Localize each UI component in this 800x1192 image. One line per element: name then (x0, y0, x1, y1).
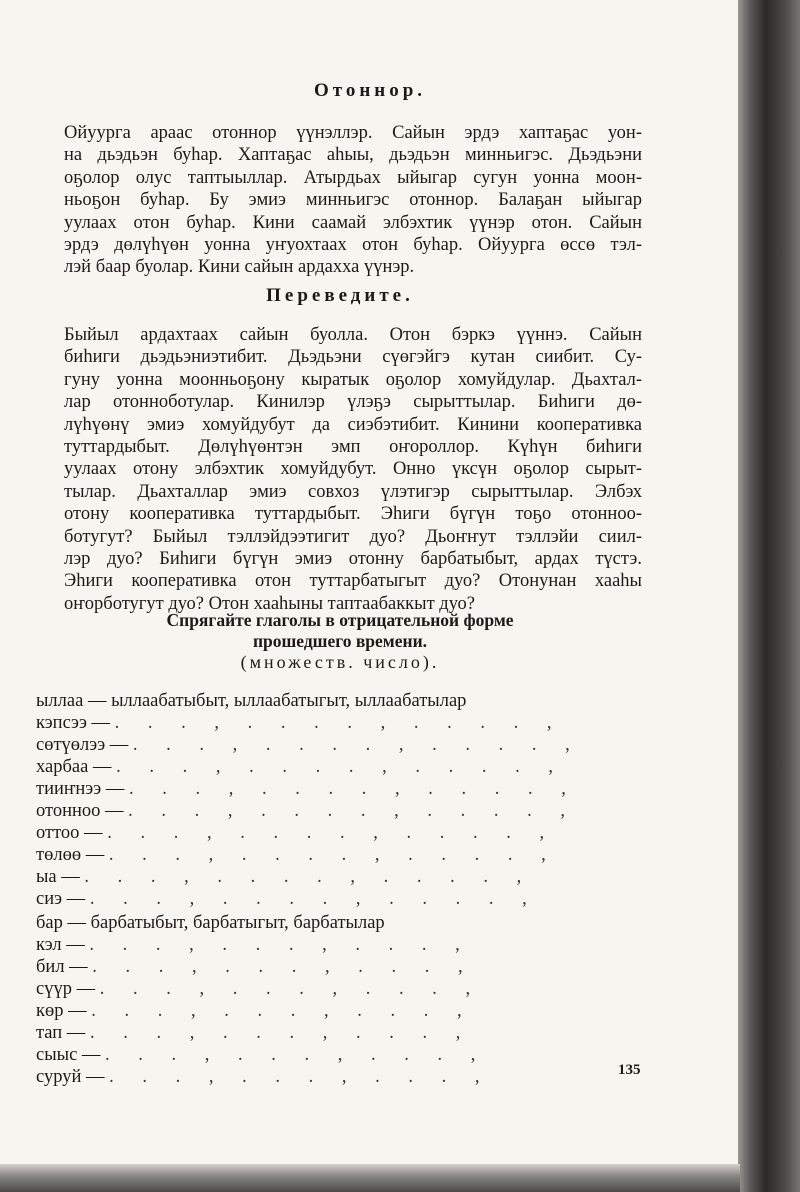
text-line: лар отонноботулар. Кинилэр үлэҕэ сырыттылар. Биһиги дө- (64, 392, 642, 413)
text-line: отону кооперативка туттардыбыт. Эһиги бүгүн тоҕо отонноо- (64, 504, 642, 525)
fill-in-dots: . . . , . . . . , . . . . , (89, 889, 539, 909)
text-line: туттардыбыт. Дөлүһүөнтэн эмп оҥороллор. Күһүн биһиги (64, 437, 642, 458)
conjugation-row (36, 956, 596, 978)
conjugation-row (36, 978, 596, 1000)
text-line: уулаах отону элбэхтик хомуйдубут. Онно үксүн оҕолор сырыт- (64, 459, 642, 480)
conjugation-row (36, 1022, 596, 1044)
verb: оттоо — (36, 823, 103, 843)
section-title-otonnor: Отоннор. (313, 80, 427, 101)
fill-in-dots: . . . , . . . , . . . , (89, 935, 472, 955)
conjugation-row (36, 844, 596, 866)
conjugation-row (36, 822, 596, 844)
bottom-edge-shadow (0, 1164, 740, 1192)
conjugation-row (36, 778, 596, 800)
text-line: ньоҕон буһар. Бу эмиэ минньигэс отоннор. Балаҕан ыйыгар (64, 190, 642, 211)
conjugation-row (36, 1044, 596, 1066)
verb: төлөө — (36, 845, 105, 865)
conjugation-row (36, 934, 596, 956)
conjugation-row (36, 1066, 596, 1088)
verb: сүүр — (36, 979, 96, 999)
conjugation-row (36, 734, 596, 756)
fill-in-dots: . . . , . . . . , . . . . , (108, 845, 558, 865)
section-title-translate: Переведите. (266, 285, 414, 306)
fill-in-dots: . . . , . . . . , . . . . , (114, 713, 564, 733)
text-line: Эһиги кооперативка отон туттарбатыгыт дуо? Отонунан хааһы (64, 571, 642, 592)
fill-in-dots: . . . , . . . , . . . , (92, 957, 475, 977)
exercise-heading-line1: Спрягайте глаголы в отрицательной форме (166, 610, 514, 630)
text-line: на дьэдьэн буһар. Хаптаҕас аһыы, дьэдьэн минньигэс. Дьэдьэни (64, 145, 642, 166)
text-line: ботугут? Быйыл тэллэйдээтигит дуо? Дьоҥҥут тэллэйи сиил- (64, 526, 642, 547)
verb: кэл — (36, 935, 85, 955)
text-line: лэй баар буолар. Кини сайын ардахха үүнэр. (64, 257, 415, 278)
fill-in-dots: . . . , . . . . , . . . . , (128, 779, 578, 799)
text-line: лүһүөнү эмиэ хомуйдубут да сиэбэтибит. Кинини кооперативка (64, 414, 642, 435)
text-line: Ойуурга араас отоннор үүнэллэр. Сайын эрдэ хаптаҕас уон- (64, 123, 642, 143)
text-line: биһиги дьэдьэниэтибит. Дьэдьэни сүөгэйгэ кутан сиибит. Су- (64, 347, 642, 368)
fill-in-dots: . . . , . . . , . . . , (91, 1001, 474, 1021)
verb: суруй — (36, 1067, 105, 1087)
verb: сыыс — (36, 1045, 101, 1065)
verb: бил — (36, 957, 88, 977)
fill-in-dots: . . . , . . . , . . . , (99, 979, 483, 999)
conjugation-row (36, 1000, 596, 1022)
conjugation-example: ыллаа — ыллаабатыбыт, ыллаабатыгыт, ыллаабатылар (36, 691, 467, 711)
exercise-heading-line2: прошедшего времени. (252, 631, 428, 651)
verb: кэпсээ — (36, 713, 111, 733)
verb: отонноо — (36, 801, 124, 821)
page-number: 135 (618, 1062, 641, 1078)
conjugation-row (36, 888, 596, 910)
text-line: лэр дуо? Биһиги бүгүн эмиэ отонну барбатыбыт, ардах түстэ. (64, 549, 642, 570)
fill-in-dots: . . . , . . . . , . . . . , (107, 823, 557, 843)
page-edge-shadow (738, 0, 800, 1192)
fill-in-dots: . . . , . . . . , . . . . , (116, 757, 565, 777)
verb: тииҥнээ — (36, 779, 125, 799)
fill-in-dots: . . . , . . . , . . . , (89, 1023, 473, 1043)
exercise-heading-note: (множеств. число). (240, 652, 440, 672)
text-line: оҥорботугут дуо? Отон хааһыны таптаабаккыт дуо? (64, 593, 475, 614)
text-line: Быйыл ардахтаах сайын буолла. Отон бэркэ үүннэ. Сайын (64, 325, 642, 345)
verb: тап — (36, 1023, 86, 1043)
fill-in-dots: . . . , . . . . , . . . . , (132, 735, 582, 755)
verb: ыа — (36, 867, 80, 887)
fill-in-dots: . . . , . . . . , . . . . , (84, 867, 534, 887)
paragraph-otonnor (64, 122, 642, 279)
paragraph-translate (64, 324, 642, 615)
conjugation-row (36, 800, 596, 822)
fill-in-dots: . . . , . . . , . . . , (109, 1067, 492, 1087)
conjugation-example: бар — барбатыбыт, барбатыгыт, барбатылар (36, 913, 385, 933)
verb: сиэ — (36, 889, 86, 909)
verb: сөтүөлээ — (36, 735, 129, 755)
conjugation-row (36, 712, 596, 734)
text-line: оҕолор олус таптыыллар. Атырдьах ыйыгар сугун уонна моон- (64, 167, 642, 188)
text-line: тылар. Дьахталлар эмиэ совхоз үлэтигэр сырыттылар. Элбэх (64, 481, 642, 502)
conjugation-row (36, 866, 596, 888)
verb: көр — (36, 1001, 87, 1021)
conjugation-row (36, 756, 596, 778)
text-line: гуну уонна моонньоҕону кыратык оҕолор хомуйдулар. Дьахтал- (64, 369, 642, 390)
fill-in-dots: . . . , . . . , . . . , (105, 1045, 488, 1065)
text-line: эрдэ дөлүһүөн уонна уҥуохтаах отон буһар. Ойуурга өссө тэл- (64, 235, 642, 256)
verb: харбаа — (36, 757, 112, 777)
text-line: уулаах отон буһар. Кини саамай элбэхтик үүнэр отон. Сайын (64, 212, 642, 233)
fill-in-dots: . . . , . . . . , . . . . , (128, 801, 578, 821)
